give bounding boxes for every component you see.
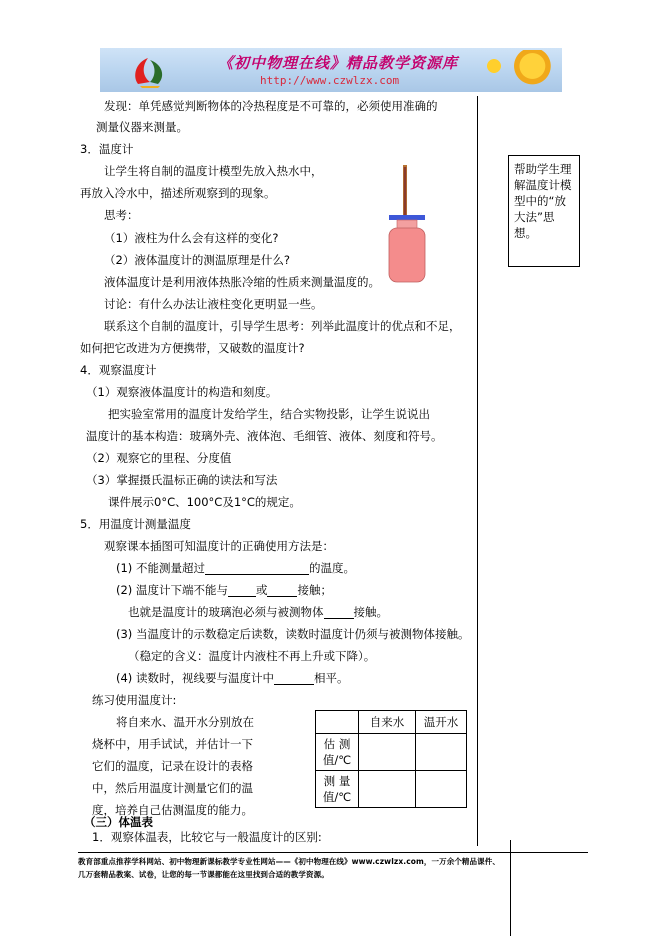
table-cell-input[interactable] — [359, 734, 416, 771]
text-segment: (2) 温度计下端不能与 — [116, 583, 228, 597]
text-line: （1）观察液体温度计的构造和刻度。 — [86, 385, 278, 399]
text-line: 让学生将自制的温度计模型先放入热水中， — [104, 164, 323, 178]
blank-field[interactable] — [228, 584, 256, 597]
side-note-text: 帮助学生理解温度计模型中的“放大法”思想。 — [514, 162, 572, 240]
table-row — [316, 771, 467, 808]
table-header-cell — [316, 711, 359, 734]
section-heading: （三）体温表 — [84, 815, 153, 829]
text-segment: 接触； — [297, 583, 332, 597]
text-segment: 或 — [255, 583, 268, 597]
text-line: 把实验室常用的温度计发给学生，结合实物投影，让学生说说出 — [108, 407, 430, 421]
footer-divider — [78, 852, 588, 853]
fill-blank-line — [116, 561, 355, 575]
text-line: 中，然后用温度计测量它们的温 — [92, 781, 253, 795]
side-note — [508, 155, 580, 267]
table-cell-input[interactable] — [359, 771, 416, 808]
text-line: 练习使用温度计: — [92, 693, 177, 707]
fill-blank-line — [116, 671, 348, 685]
text-line: （1）液柱为什么会有这样的变化? — [104, 231, 279, 245]
text-line: 课件展示0°C、100°C及1°C的规定。 — [108, 495, 301, 509]
row-label-line: 值/℃ — [322, 753, 352, 767]
sunflower-icon — [494, 50, 558, 90]
text-line: 温度计的基本构造：玻璃外壳、液体泡、毛细管、液体、刻度和符号。 — [86, 429, 443, 443]
fill-blank-line — [116, 583, 332, 597]
row-label-line: 值/℃ — [322, 790, 352, 804]
text-line: 讨论：有什么办法让液柱变化更明显一些。 — [104, 297, 323, 311]
blank-field[interactable] — [274, 672, 314, 685]
row-label-line: 估 测 — [323, 737, 351, 751]
text-line: 1．观察体温表，比较它与一般温度计的区别: — [92, 830, 322, 844]
text-line: （2）观察它的里程、分度值 — [86, 451, 232, 465]
banner-title: 《初中物理在线》精品教学资源库 — [218, 54, 459, 72]
row-label-line: 测 量 — [323, 774, 351, 788]
text-segment: (1) 不能测量超过 — [116, 561, 205, 575]
text-line: （2）液体温度计的测温原理是什么? — [104, 253, 290, 267]
text-line: 观察课本插图可知温度计的正确使用方法是： — [104, 539, 334, 553]
margin-rule-lower — [510, 840, 511, 936]
table-row — [316, 734, 467, 771]
margin-rule — [477, 96, 478, 846]
text-line: （稳定的含义：温度计内液柱不再上升或下降）。 — [128, 649, 376, 663]
text-line: 思考： — [104, 208, 139, 222]
text-segment: 相平。 — [313, 671, 349, 685]
text-line: 联系这个自制的温度计，引导学生思考：列举此温度计的优点和不足， — [104, 319, 461, 333]
text-segment: (4) 读数时，视线要与温度计中 — [116, 671, 274, 685]
text-line: (3) 当温度计的示数稳定后读数，读数时温度计仍须与被测物体接触。 — [116, 627, 470, 641]
footer-text: 教育部重点推荐学科网站、初中物理新课标教学专业性网站——《初中物理在线》www.czwlzx.com，一万余个精品课件、 — [78, 857, 500, 866]
site-logo-icon — [130, 54, 168, 88]
text-line: 发现：单凭感觉判断物体的冷热程度是不可靠的，必须使用准确的 — [104, 99, 438, 113]
measurement-table — [315, 710, 467, 808]
text-line: 如何把它改进为方便携带，又破数的温度计? — [80, 341, 305, 355]
blank-field[interactable] — [324, 606, 354, 619]
section-heading: 3．温度计 — [80, 142, 134, 156]
table-header-cell: 温开水 — [416, 711, 467, 734]
text-line: 将自来水、温开水分别放在 — [116, 715, 254, 729]
section-heading: 4．观察温度计 — [80, 363, 157, 377]
row-label — [316, 771, 359, 808]
blank-field[interactable] — [267, 584, 297, 597]
text-line: 液体温度计是利用液体热胀冷缩的性质来测量温度的。 — [104, 275, 380, 289]
text-line: 烧杯中，用手试试，并估计一下 — [92, 737, 253, 751]
section-heading: 5．用温度计测量温度 — [80, 517, 191, 531]
text-line: 再放入冷水中，描述所观察到的现象。 — [80, 186, 276, 200]
fill-blank-line — [128, 605, 388, 619]
text-line: 度，培养自己估测温度的能力。 — [92, 803, 253, 817]
text-line: 它们的温度，记录在设计的表格 — [92, 759, 253, 773]
footer-text: 几万套精品教案、试卷，让您的每一节课都能在这里找到合适的教学资源。 — [78, 870, 329, 879]
row-label — [316, 734, 359, 771]
text-segment: 接触。 — [353, 605, 388, 619]
text-segment: 的温度。 — [308, 561, 355, 575]
table-cell-input[interactable] — [416, 734, 467, 771]
text-line: （3）掌握摄氏温标正确的读法和写法 — [86, 473, 278, 487]
banner-url[interactable]: http://www.czwlzx.com — [260, 74, 400, 87]
text-segment: 也就是温度计的玻璃泡必须与被测物体 — [128, 605, 324, 619]
blank-field[interactable] — [205, 562, 309, 575]
table-header-row — [316, 711, 467, 734]
header-banner — [100, 48, 562, 92]
table-cell-input[interactable] — [416, 771, 467, 808]
table-header-cell: 自来水 — [359, 711, 416, 734]
thermometer-model-icon — [385, 165, 429, 283]
text-line: 测量仪器来测量。 — [96, 120, 188, 134]
